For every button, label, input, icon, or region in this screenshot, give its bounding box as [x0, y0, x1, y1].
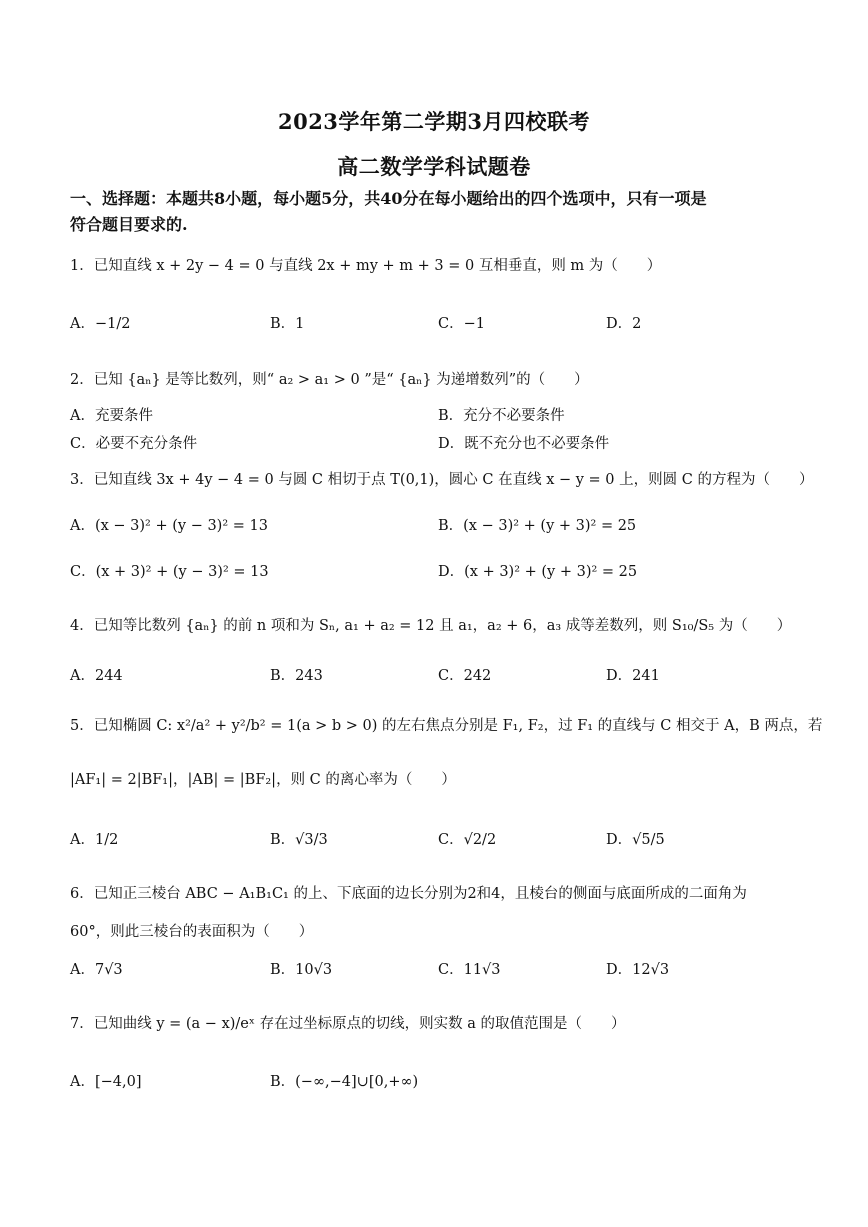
question-2-option-c: C．必要不充分条件	[70, 436, 198, 452]
question-3-option-d: D．(x + 3)² + (y + 3)² = 25	[438, 564, 638, 580]
question-4-option-a: A．244	[70, 668, 123, 684]
question-2-option-d: D．既不充分也不必要条件	[438, 436, 610, 452]
question-6-option-d: D．12√3	[606, 962, 670, 978]
question-3-option-b: B．(x − 3)² + (y + 3)² = 25	[438, 518, 637, 534]
question-2-stem: 2．已知 {aₙ} 是等比数列，则“ a₂ > a₁ > 0 ”是“ {aₙ} 为递增数列”的（ ）	[70, 372, 589, 388]
question-6-option-c: C．11√3	[438, 962, 501, 978]
question-3-option-a: A．(x − 3)² + (y − 3)² = 13	[70, 518, 268, 534]
question-1-option-b: B．1	[270, 316, 305, 332]
exam-subtitle: 高二数学学科试题卷	[337, 154, 531, 179]
question-1-option-c: C．−1	[438, 316, 485, 332]
question-4-stem: 4．已知等比数列 {aₙ} 的前 n 项和为 Sₙ, a₁ + a₂ = 12 且 a₁，a₂ + 6，a₃ 成等差数列，则 S₁₀/S₅ 为（ ）	[70, 618, 792, 634]
question-7-option-a: A．[−4,0]	[70, 1074, 142, 1090]
question-6-option-a: A．7√3	[70, 962, 123, 978]
question-4-option-d: D．241	[606, 668, 660, 684]
question-1-option-d: D．2	[606, 316, 642, 332]
question-5-option-c: C．√2/2	[438, 832, 497, 848]
question-5-stem: 5．已知椭圆 C: x²/a² + y²/b² = 1(a > b > 0) 的左右焦点分别是 F₁, F₂，过 F₁ 的直线与 C 相交于 A，B 两点，若	[70, 718, 823, 734]
question-5-option-d: D．√5/5	[606, 832, 665, 848]
question-3-option-c: C．(x + 3)² + (y − 3)² = 13	[70, 564, 269, 580]
question-1-option-a: A．−1/2	[70, 316, 131, 332]
question-6-stem-continued: 60°，则此三棱台的表面积为（ ）	[70, 924, 314, 940]
question-5-option-a: A．1/2	[70, 832, 119, 848]
exam-title: 2023学年第二学期3月四校联考	[277, 109, 591, 134]
question-7-option-b: B．(−∞,−4]∪[0,+∞)	[270, 1074, 419, 1090]
question-2-option-b: B．充分不必要条件	[438, 408, 565, 424]
section-heading-line1: 一、选择题：本题共8小题，每小题5分，共40分在每小题给出的四个选项中，只有一项是	[70, 189, 707, 208]
question-3-stem: 3．已知直线 3x + 4y − 4 = 0 与圆 C 相切于点 T(0,1)，圆心 C 在直线 x − y = 0 上，则圆 C 的方程为（ ）	[70, 472, 814, 488]
question-4-option-c: C．242	[438, 668, 492, 684]
question-7-stem: 7．已知曲线 y = (a − x)/eˣ 存在过坐标原点的切线，则实数 a 的取值范围是（ ）	[70, 1016, 626, 1032]
question-5-option-b: B．√3/3	[270, 832, 328, 848]
question-6-option-b: B．10√3	[270, 962, 333, 978]
question-2-option-a: A．充要条件	[70, 408, 153, 424]
question-5-stem-continued: |AF₁| = 2|BF₁|，|AB| = |BF₂|，则 C 的离心率为（ ）	[70, 772, 456, 788]
section-heading-line2: 符合题目要求的.	[70, 215, 188, 234]
question-1-stem: 1．已知直线 x + 2y − 4 = 0 与直线 2x + my + m + 3 = 0 互相垂直，则 m 为（ ）	[70, 258, 662, 274]
question-4-option-b: B．243	[270, 668, 323, 684]
question-6-stem: 6．已知正三棱台 ABC − A₁B₁C₁ 的上、下底面的边长分别为2和4，且棱台的侧面与底面所成的二面角为	[70, 886, 747, 902]
